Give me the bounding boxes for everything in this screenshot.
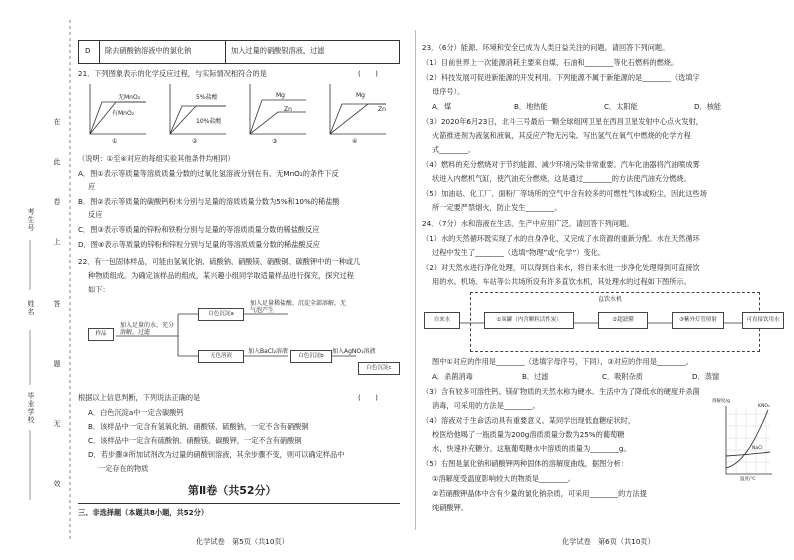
right-page: [422, 0, 787, 560]
q21-answer-paren: ( ): [358, 69, 378, 78]
q24-stem: 24．（7分）水和溶液在生活、生产中应用广泛。请回答下列问题。: [422, 219, 634, 228]
name-label: 姓名: [27, 300, 35, 316]
q22-sample-box: 样品: [88, 328, 114, 341]
school-label: 毕业学校: [27, 392, 35, 424]
q23-part: （5）加油站、化工厂、面粉厂等场所的空气中含有较多的可燃性气体或粉尘，因此这些场: [422, 189, 707, 198]
graph-number: ①: [112, 138, 118, 145]
q22-option-d: D．若步骤③所加试剂改为过量的硝酸钡溶液，其余步骤不变，则可以确定样品中: [88, 450, 345, 459]
graph-a-label: 无MnO₂: [118, 94, 141, 101]
binding-word: 卷: [53, 198, 61, 206]
q23-part: （2）科技发展可促进新能源的开发利用。下列能源不属于新能源的是________（选填字: [422, 73, 700, 82]
graph-d-label: Mg: [356, 92, 365, 99]
q24-part: ②若硝酸钾晶体中含有少量的氯化钠杂质，可采用________的方法提: [432, 489, 647, 498]
graph-number: ②: [192, 138, 198, 145]
binding-margin: [0, 0, 72, 560]
q21-option-b-cont: 反应: [88, 210, 103, 219]
q24-part: （2）对天然水进行净化处理，可以得到自来水，将自来水进一步净化处理得到可直接饮: [422, 263, 700, 272]
table-row-cell: 加入过量的硝酸银溶液，过滤: [231, 46, 325, 55]
q24-part: 用的水。机场、车站等公共场所设有许多直饮水机，其处理水的过程如下图所示。: [432, 277, 691, 286]
q23-part: 状进入内燃机气缸，使汽油充分燃烧，这是通过________的方法使汽油充分燃烧。: [432, 174, 691, 183]
chart-xlabel: 温度/℃: [740, 477, 756, 482]
drink-machine-title: 直饮水机: [598, 296, 623, 303]
q24-part: ①溶解度受温度影响较大的物质是________。: [432, 474, 576, 483]
q24-opt: D．蒸馏: [692, 372, 720, 381]
drink-flow-step2: ②超滤膜: [598, 312, 648, 329]
q24-part: 过程中发生了________（选填“物理”或“化学”）变化。: [432, 248, 606, 257]
option-table-row: [78, 40, 400, 64]
q24-opt: A．杀菌消毒: [432, 372, 473, 381]
q21-option-d: D．图④表示等质量的锌粉和锌粒分别与足量的等溶质质量分数的稀盐酸反应: [78, 240, 320, 249]
graph-number: ④: [352, 138, 358, 145]
q24-opt: C．吸附杂质: [602, 372, 643, 381]
q23-part: 式________。: [432, 145, 476, 154]
page-footer: 化学试卷 第5页（共10页）: [196, 537, 289, 546]
q24-part: （3）含有较多可溶性钙、镁矿物质的天然水称为硬水。生活中为了降低水的硬度并杀菌: [422, 387, 700, 396]
q22-option-d-cont: 一定存在的物质: [98, 464, 149, 473]
solubility-chart: [718, 404, 774, 482]
graph-number: ③: [272, 138, 278, 145]
q23-part: （4）燃料的充分燃烧对于节约能源、减少环境污染非常重要。汽车化油器将汽油喷成雾: [422, 160, 700, 169]
binding-dashed-line: [0, 0, 72, 560]
q24-part: （1）水的天然循环既实现了水的自身净化，又完成了水资源的重新分配。水在天然循环: [422, 234, 700, 243]
q24-part: 纯硝酸钾。: [432, 503, 468, 512]
q22-stem: 种物质组成。为确定该样品的组成，某兴趣小组同学取适量样品进行探究，探究过程: [88, 271, 354, 280]
q22-option-c: C．该样品中一定含有硫酸钠、硝酸镁、碳酸钾，一定不含有硝酸铜: [88, 436, 302, 445]
q22-filtrate: 无色溶液: [198, 350, 244, 363]
q23-part: 母序号）。: [432, 87, 465, 96]
part-heading: 三、非选择题（本题共8小题，共52分）: [78, 508, 209, 517]
binding-word: 题: [53, 360, 61, 368]
q21-note: （说明：①至④对应的每组实验其他条件均相同）: [78, 154, 235, 163]
page-footer: 化学试卷 第6页（共10页）: [562, 537, 655, 546]
q22-white-a: 白色沉淀a: [198, 308, 244, 321]
q24-part: 水，快速补充糖分。这瓶葡萄糖水中溶质的质量为________g。: [432, 444, 631, 453]
q24-part: 校医给他喝了一瓶质量为200g溶质质量分数为25%的葡萄糖: [432, 430, 625, 439]
q23-opt: D．核能: [694, 102, 722, 111]
graph-d-label: Zn: [378, 106, 386, 113]
q23-opt: C．太阳能: [604, 102, 638, 111]
q21-option-c: C．图③表示等质量的锌粉和铁粉分别与足量的等溶质质量分数的稀盐酸反应: [78, 225, 320, 234]
binding-word: 无: [53, 420, 61, 428]
q23-opt: A．煤: [432, 102, 452, 111]
drink-flow-output: 可直接饮用水: [742, 312, 784, 329]
binding-word: 答: [53, 300, 61, 308]
section-heading: 第Ⅱ卷（共52分）: [188, 484, 277, 497]
binding-word: 上: [53, 238, 61, 246]
binding-word: 效: [53, 480, 61, 488]
q24-part: 图中①对应的作用是________（选填字母序号，下同），③对应的作用是________。: [432, 357, 693, 366]
q22-option-b: B．该样品中一定含有氢氧化钠、硝酸镁、硫酸钠，一定不含有硝酸铜: [88, 422, 309, 431]
q21-option-a-cont: 应: [88, 182, 96, 191]
q21-stem: 21．下列图象表示的化学反应过程，与实际情况相符合的是: [78, 69, 267, 78]
q23-part: （3）2020年6月23日，北斗三号最后一颗全球组网卫星在西昌卫星发射中心点火发射，: [422, 117, 703, 126]
q21-option-a: A．图①表示等质量等溶质质量分数的过氧化氢溶液分别在有、无MnO₂的条件下反: [78, 169, 339, 178]
graph-c-label: Mg: [276, 92, 285, 99]
graph-b-label: 5%盐酸: [196, 94, 218, 101]
q22-option-a: A．白色沉淀a中一定含碳酸钙: [88, 408, 184, 417]
q23-stem: 23．（6分）能源、环境和安全已成为人类日益关注的问题。请回答下列问题。: [422, 43, 670, 52]
q22-answer-paren: ( ): [358, 393, 378, 402]
curve-label-kno3: KNO₃: [758, 404, 770, 409]
curve-label-nacl: NaCl: [752, 446, 763, 451]
drink-flow-step3: ③紫外灯管照射: [672, 312, 724, 329]
q22-stem: 如下：: [88, 285, 110, 294]
q21-option-b: B．图②表示等质量的碳酸钙粉末分别与足量的溶质质量分数为5%和10%的稀盐酸: [78, 197, 340, 206]
q24-part: 消毒，可采用的方法是________。: [432, 401, 540, 410]
chart-ylabel: 溶解度/g: [712, 399, 730, 404]
student-id-label: 考生号: [27, 208, 35, 232]
q22-white-b: 白色沉淀b: [290, 350, 332, 363]
q24-part: （5）右图是氯化钠和硝酸钾两种固体的溶解度曲线，据图分析：: [422, 459, 628, 468]
table-row-letter: D: [85, 46, 91, 55]
q23-part: 火箭推进剂为液氢和液氧，其反应产物无污染。写出氢气在氧气中燃烧的化学方程: [432, 131, 691, 140]
q24-opt: B．过滤: [522, 372, 549, 381]
q23-part: 所一定要严禁烟火，防止发生________。: [432, 203, 562, 212]
q22-step3: 加入AgNO₃溶液: [332, 348, 376, 355]
graph-c-label: Zn: [284, 106, 292, 113]
page-divider: [415, 30, 416, 530]
q23-part: （1）目前世界上一次能源消耗主要来自煤、石油和________等化石燃料的燃烧。: [422, 58, 679, 67]
binding-word: 在: [53, 118, 61, 126]
q23-opt: B．地热能: [514, 102, 548, 111]
left-page: [78, 0, 408, 560]
q22-step2: 加入BaCl₂溶液: [248, 348, 289, 355]
q22-step1: 加入足量的水、充分溶解，过滤: [120, 322, 175, 336]
table-row-cell: 除去硝酸钠溶液中的氯化钠: [105, 46, 192, 55]
graph-b-label: 10%盐酸: [196, 118, 222, 125]
q22-question: 根据以上信息判断，下列说法正确的是: [78, 393, 201, 402]
drink-flow-input: 自来水: [424, 312, 460, 329]
q24-part: （4）溶液对于生命活动具有重要意义。某同学出现低血糖症状时，: [422, 416, 636, 425]
q22-white-c: 白色沉淀c: [358, 362, 400, 375]
graph-a-label: 有MnO₂: [112, 110, 135, 117]
section-divider: [78, 503, 400, 504]
binding-word: 此: [53, 158, 61, 166]
q22-gas-test: 加入足量稀盐酸，沉淀全部溶解，无气泡产生: [250, 300, 347, 314]
drink-flow-step1: ①炭罐（内含颗粒活性炭）: [484, 312, 574, 329]
q22-stem: 22．有一包固体样品，可能由氢氧化钠、硫酸钠、硝酸镁、硝酸铜、碳酸钾中的一种或几: [78, 257, 361, 266]
